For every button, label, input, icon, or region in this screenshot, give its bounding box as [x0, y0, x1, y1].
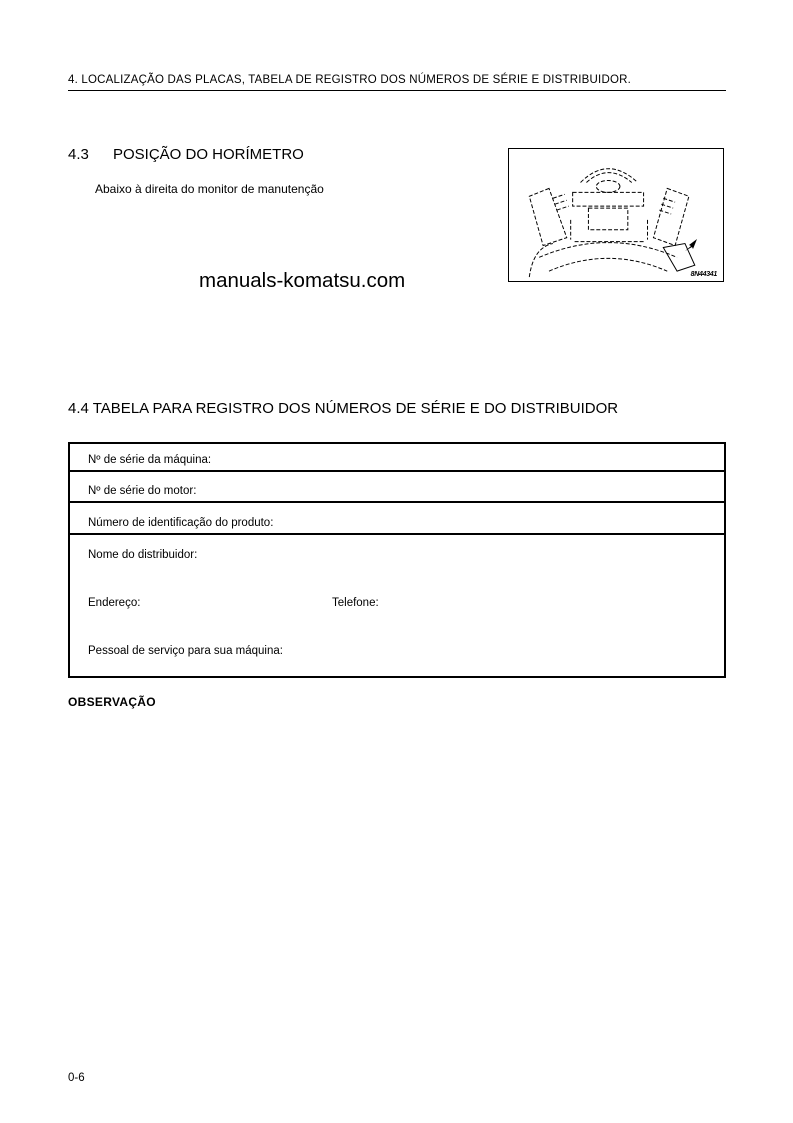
page-number: 0-6 [68, 1072, 85, 1084]
distributor-name-label: Nome do distribuidor: [88, 549, 198, 561]
watermark: manuals-komatsu.com [199, 269, 406, 292]
table-row [70, 503, 724, 535]
registration-table [68, 442, 726, 678]
section-description: Abaixo à direita do monitor de manutenção [95, 182, 324, 196]
table-row [70, 444, 724, 472]
phone-label: Telefone: [332, 597, 379, 609]
service-staff-label: Pessoal de serviço para sua máquina: [88, 645, 283, 657]
table-row [70, 472, 724, 503]
running-header: 4. LOCALIZAÇÃO DAS PLACAS, TABELA DE REGISTRO DOS NÚMEROS DE SÉRIE E DISTRIBUIDOR. [68, 74, 631, 86]
cab-illustration [509, 149, 723, 281]
engine-serial-label: Nº de série do motor: [88, 485, 197, 497]
observation-heading: OBSERVAÇÃO [68, 695, 156, 709]
section-title: POSIÇÃO DO HORÍMETRO [113, 146, 304, 163]
machine-serial-label: Nº de série da máquina: [88, 454, 212, 466]
figure-code: 8N44341 [690, 271, 717, 278]
header-divider [68, 90, 726, 91]
address-label: Endereço: [88, 597, 141, 609]
section-title: 4.4 TABELA PARA REGISTRO DOS NÚMEROS DE SÉRIE E DO DISTRIBUIDOR [68, 400, 619, 417]
arrow-pointer-icon [683, 237, 699, 253]
product-id-label: Número de identificação do produto: [88, 517, 274, 529]
section-number: 4.3 [68, 146, 89, 163]
hour-meter-figure [508, 148, 724, 282]
